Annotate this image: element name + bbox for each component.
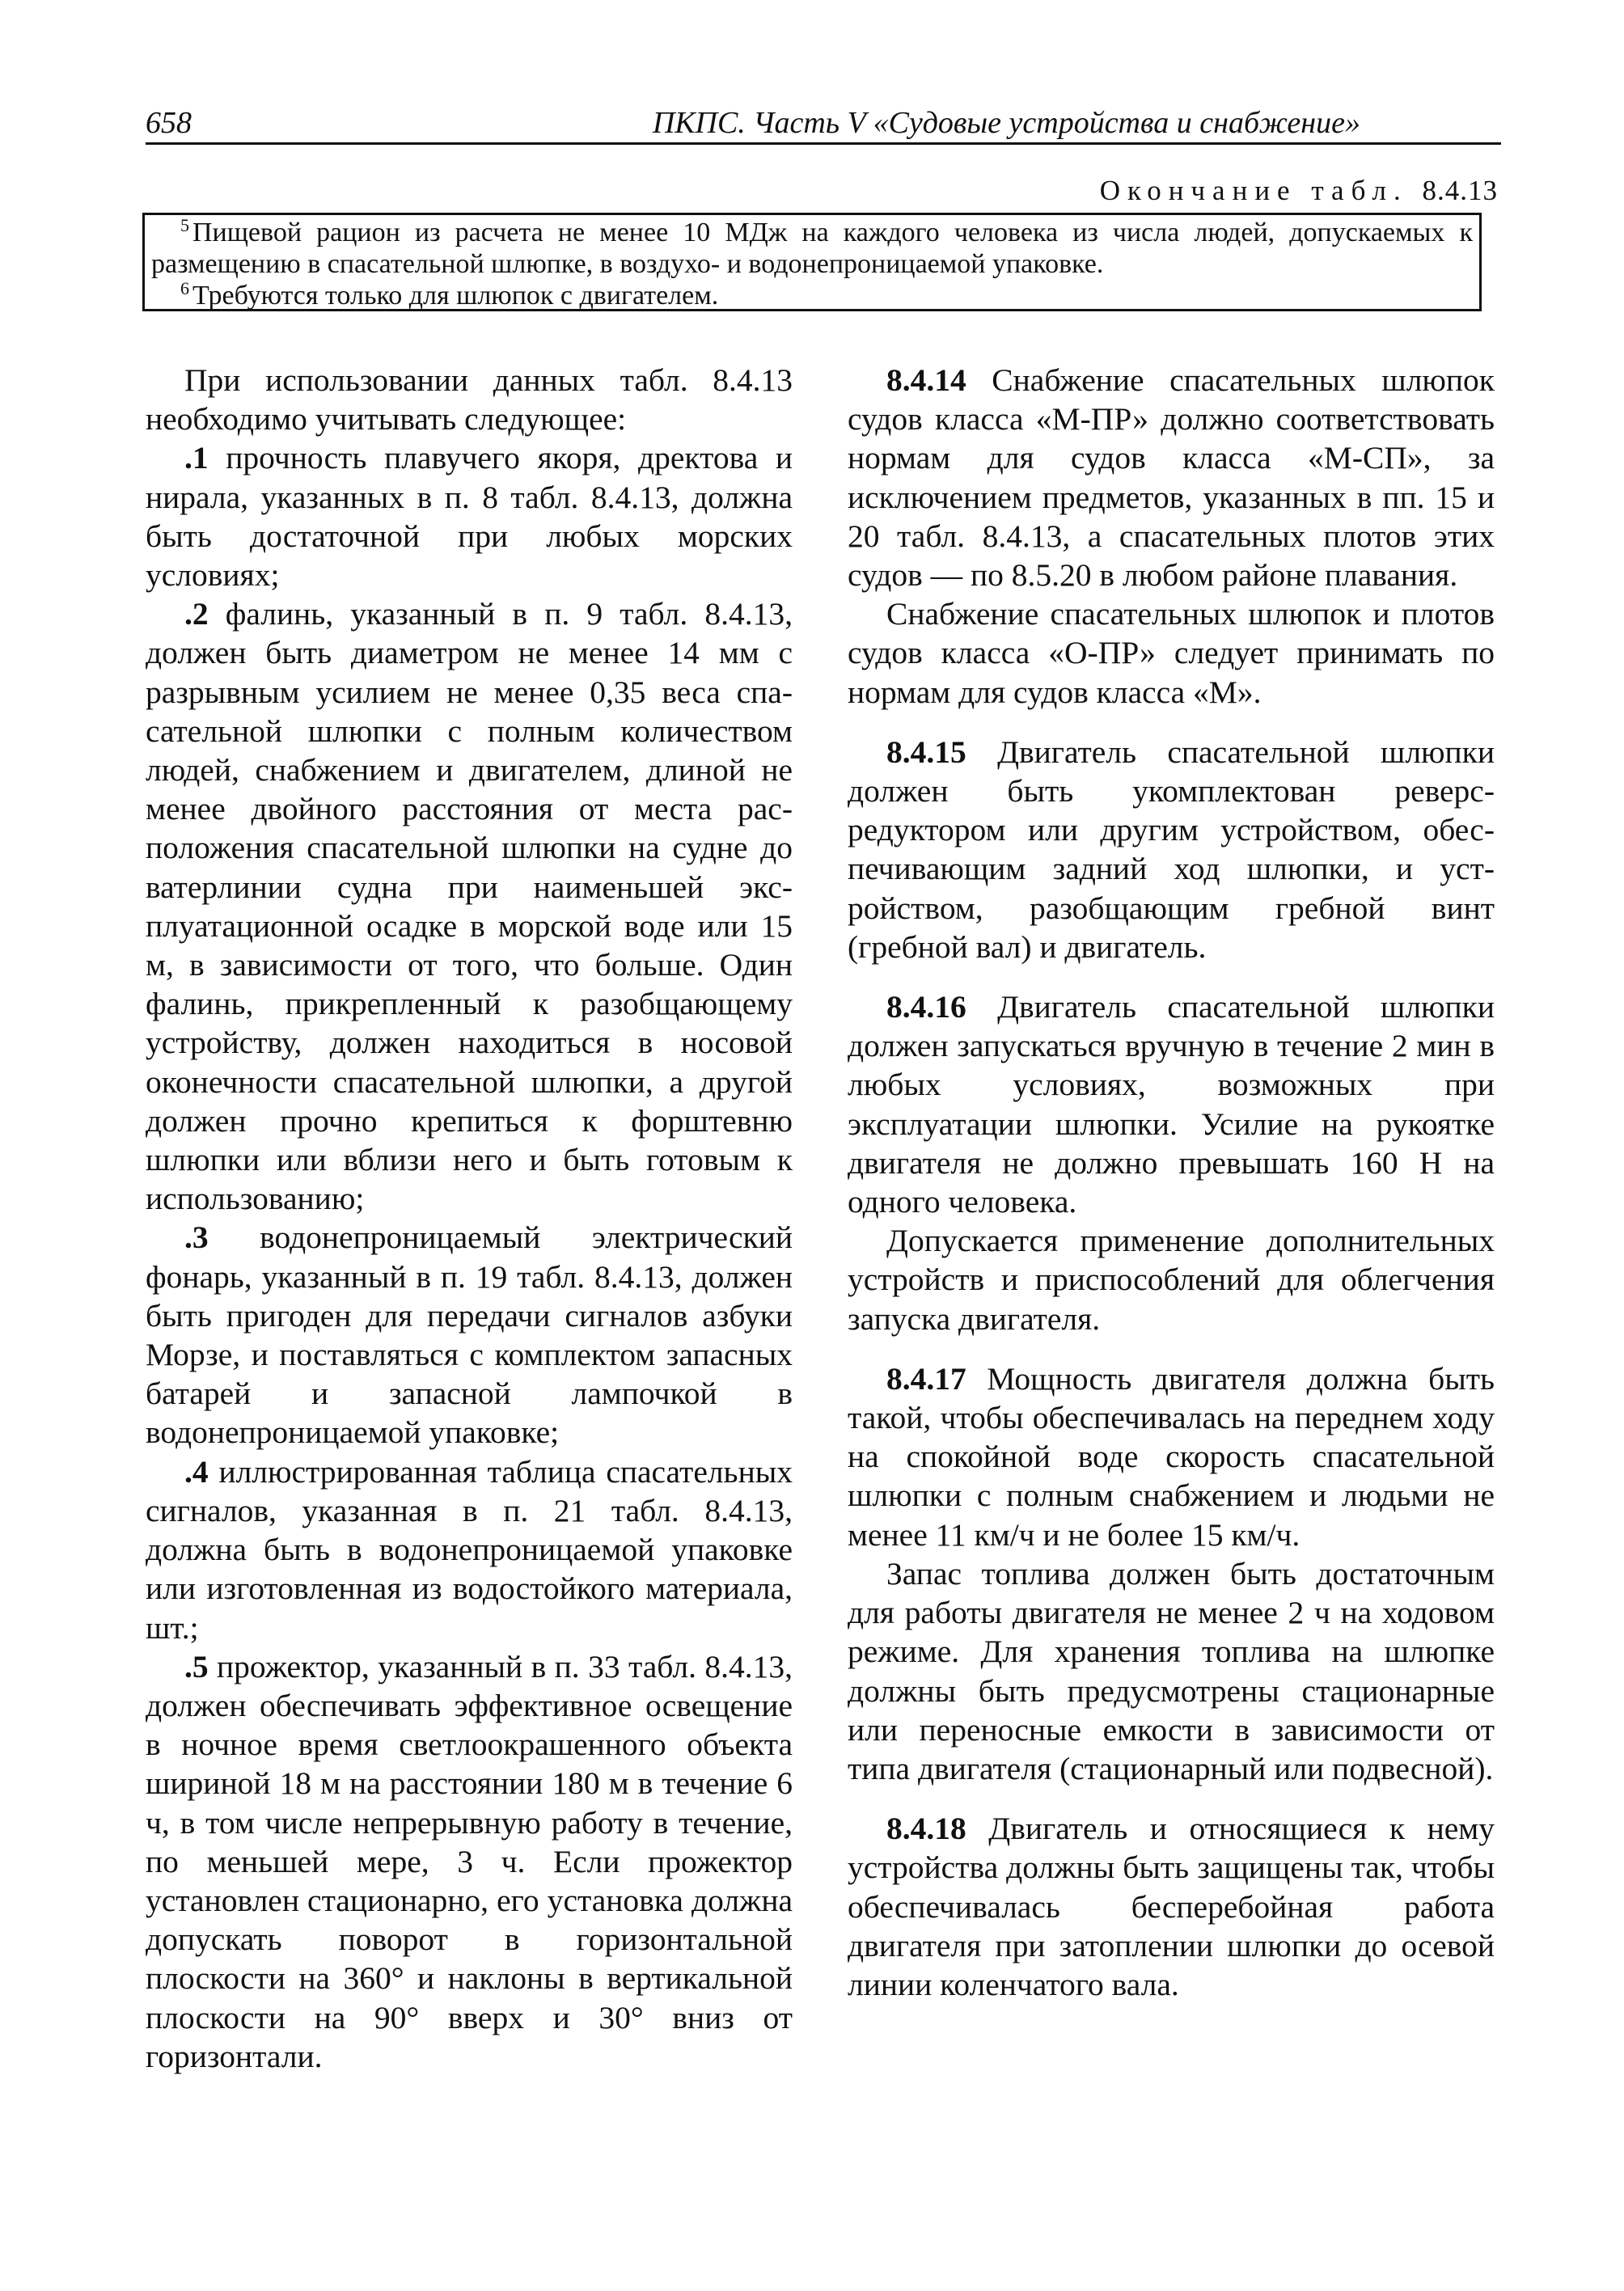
item-number: .5 <box>184 1648 209 1684</box>
item-number: 8.4.16 <box>886 989 966 1025</box>
table-footnotes-box <box>142 213 1482 311</box>
continuation-text: Окончание табл. <box>1099 175 1408 206</box>
continuation-table-number: 8.4.13 <box>1422 175 1498 206</box>
footnote-mark: 6 <box>180 277 189 298</box>
right-paragraph <box>848 987 1495 1221</box>
right-paragraph <box>848 1809 1495 2004</box>
left-paragraph <box>146 361 793 438</box>
item-number: 8.4.18 <box>886 1811 966 1847</box>
item-number: .4 <box>184 1453 209 1490</box>
left-paragraph <box>146 438 793 594</box>
paragraph-text: Снабжение спасательных шлюпок и плотов судов класса «О-ПР» следует принимать по нормам для судов класса «М». <box>848 596 1495 710</box>
item-number: .3 <box>184 1219 209 1256</box>
right-paragraph <box>848 594 1495 712</box>
right-text-column <box>848 361 1495 2004</box>
right-paragraph <box>848 1359 1495 1554</box>
paragraph-text: Снабжение спасательных шлюпок судов класса «М-ПР» должно соответствовать нормам для судов класса «М-СП», за исключением предметов, указанных в пп. 15 и 20 табл. 8.4.13, а спасательных плотов этих судов — по 8.5.20 в любом районе плавания. <box>848 362 1495 594</box>
paragraph-text: Двигатель спасательной шлюпки должен быть укомплектован реверс-редуктором или другим устройством, обеспечивающим задний ход шлюпки, и устройством, разобщающим гребной винт (гребной вал) и двигатель. <box>848 733 1495 965</box>
running-header <box>146 97 1501 145</box>
footnote-5-line-2: размещению в спасательной шлюпке, в воздухо- и водонепроницаемой упаковке. <box>151 249 1104 279</box>
item-number: .2 <box>184 596 209 632</box>
running-title: ПКПС. Часть V «Судовые устройства и снабжение» <box>652 106 1360 140</box>
paragraph-text: Мощность двигателя должна быть такой, чтобы обеспечивалась на переднем ходу на спокойной воде скорость спасательной шлюпки с полным снабжением и людьми не менее 11 км/ч и не более 15 км/ч. <box>848 1360 1495 1553</box>
paragraph-text: Допускается применение дополнительных устройств и приспособлений для облегчения запуска двигателя. <box>848 1223 1495 1337</box>
footnote-mark: 5 <box>180 214 189 235</box>
right-paragraph <box>848 361 1495 594</box>
paragraph-text: иллюстрированная таблица спасательных сигналов, указанная в п. 21 табл. 8.4.13, должна быть в водонепроницаемой упаковке или изготовленная из водостойкого материала, шт.; <box>146 1453 793 1646</box>
left-paragraph <box>146 1452 793 1647</box>
paragraph-text: Запас топлива должен быть достаточным для работы двигателя не менее 2 ч на ходовом режиме. Для хранения топлива на шлюпке должны быть предусмотрены стационарные или переносные емкости в зависимости от типа двигателя (стационарный или подвесной). <box>848 1555 1495 1786</box>
right-paragraph <box>848 1221 1495 1338</box>
page-number: 658 <box>146 106 192 140</box>
paragraph-text: прожектор, указанный в п. 33 табл. 8.4.13, должен обеспечивать эффективное освещение в ночное время светлоокрашенного объекта шириной 18 м на расстоянии 180 м в течение 6 ч, в том числе непрерывную работу в течение, по меньшей мере, 3 ч. Если прожектор установлен стационарно, его установка должна допускать поворот в горизонтальной плоскости на 360° и наклоны в вертикальной плоскости на 90° вверх и 30° вниз от горизонтали. <box>146 1648 793 2074</box>
footnote-text: Пищевой рацион из расчета не менее 10 МДж на каждого человека из числа людей, допускаемых к <box>192 218 1473 247</box>
paragraph-text: Двигатель спасательной шлюпки должен запускаться вручную в течение 2 мин в любых условиях, возможных при эксплуатации шлюпки. Усилие на рукоятке двигателя не должно превышать 160 Н на одного человека. <box>848 989 1495 1220</box>
left-text-column <box>146 361 793 2076</box>
right-paragraph <box>848 1554 1495 1788</box>
paragraph-text: При использовании данных табл. 8.4.13 необходимо учитывать следующее: <box>146 362 793 437</box>
paragraph-text: Двигатель и относящиеся к нему устройства должны быть защищены так, чтобы обеспечивалась бесперебойная работа двигателя при затоплении шлюпки до осевой линии коленчатого вала. <box>848 1811 1495 2002</box>
footnote-5-line-1 <box>151 214 1473 248</box>
footnote-6 <box>151 277 1473 311</box>
right-paragraph <box>848 733 1495 966</box>
footnote-text: Требуются только для шлюпок с двигателем. <box>192 281 719 311</box>
paragraph-text: прочность плавучего якоря, дректова и нирала, указанных в п. 8 табл. 8.4.13, должна быть достаточной при любых морских условиях; <box>146 440 793 594</box>
left-paragraph <box>146 1647 793 2076</box>
left-paragraph <box>146 1218 793 1452</box>
table-continuation-label <box>1100 173 1498 209</box>
left-paragraph <box>146 594 793 1218</box>
paragraph-text: водонепроницаемый электрический фонарь, указанный в п. 19 табл. 8.4.13, должен быть пригоден для передачи сигналов азбуки Морзе, и поставляться с комплектом запасных батарей и запасной лампочкой в водонепроницаемой упаковке; <box>146 1219 793 1451</box>
item-number: 8.4.14 <box>886 362 966 398</box>
paragraph-text: фалинь, указанный в п. 9 табл. 8.4.13, должен быть диаметром не менее 14 мм с разрывным усилием не менее 0,35 веса спасательной шлюпки с полным количеством людей, снабжением и двигателем, длиной не менее двойного расстояния от места расположения спасательной шлюпки на судне до ватерлинии судна при наименьшей эксплуатационной осадке в морской воде или 15 м, в зависимости от того, что больше. Один фалинь, прикрепленный к разобщающему устройству, должен находиться в носовой оконечности спасательной шлюпки, а другой должен прочно крепиться к форштевню шлюпки или вблизи него и быть готовым к использованию; <box>146 596 793 1217</box>
item-number: 8.4.15 <box>886 733 966 770</box>
item-number: 8.4.17 <box>886 1360 966 1397</box>
item-number: .1 <box>184 440 209 476</box>
